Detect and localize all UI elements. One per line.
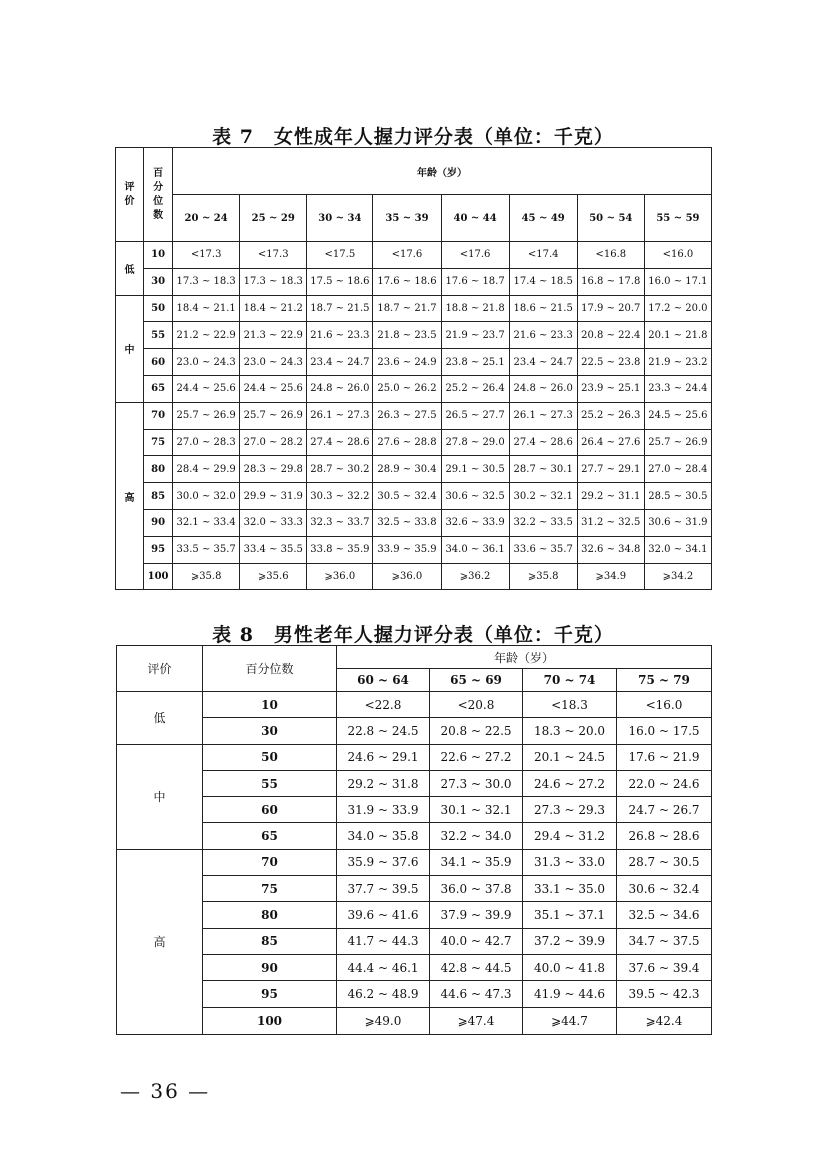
value-cell: 25.7 ~ 26.9 [173,402,240,429]
value-cell: 29.2 ~ 31.8 [337,770,430,796]
value-cell: <20.8 [430,692,523,718]
value-cell: 32.6 ~ 34.8 [577,536,644,563]
value-cell: 27.3 ~ 30.0 [430,770,523,796]
table8-title: 表 8 男性老年人握力评分表（单位：千克） [212,624,614,646]
value-cell: ⩾35.8 [173,563,240,590]
age-group-header: 40 ~ 44 [441,195,509,242]
table-row [116,456,712,483]
header-row [117,646,712,669]
value-cell: 28.7 ~ 30.1 [509,456,577,483]
rating-label: 低 [116,242,144,296]
age-group-header: 75 ~ 79 [617,669,712,692]
percentile-cell: 65 [144,375,173,402]
value-cell: 28.7 ~ 30.2 [307,456,373,483]
value-cell: 20.8 ~ 22.5 [430,718,523,744]
value-cell: <17.3 [240,242,307,269]
value-cell: 18.3 ~ 20.0 [523,718,617,744]
value-cell: 35.9 ~ 37.6 [337,849,430,875]
value-cell: 21.9 ~ 23.7 [441,322,509,349]
percentile-cell: 80 [203,902,337,928]
value-cell: 34.0 ~ 35.8 [337,823,430,849]
value-cell: 32.2 ~ 33.5 [509,509,577,536]
value-cell: 26.8 ~ 28.6 [617,823,712,849]
value-cell: 23.3 ~ 24.4 [644,375,711,402]
value-cell: 29.2 ~ 31.1 [577,483,644,510]
table-row [116,563,712,590]
value-cell: 39.6 ~ 41.6 [337,902,430,928]
percentile-cell: 100 [144,563,173,590]
percentile-cell: 55 [144,322,173,349]
rating-header [116,148,144,242]
value-cell: 27.0 ~ 28.3 [173,429,240,456]
value-cell: 21.6 ~ 23.3 [509,322,577,349]
percentile-cell: 50 [203,744,337,770]
value-cell: 18.4 ~ 21.1 [173,295,240,322]
rating-label: 低 [117,692,203,745]
value-cell: 28.7 ~ 30.5 [617,849,712,875]
percentile-header-char: 分 [153,181,164,193]
age-group-header: 50 ~ 54 [577,195,644,242]
value-cell: <17.5 [307,242,373,269]
value-cell: 30.2 ~ 32.1 [509,483,577,510]
value-cell: 37.7 ~ 39.5 [337,876,430,902]
table-row [116,483,712,510]
value-cell: 22.0 ~ 24.6 [617,770,712,796]
value-cell: 23.0 ~ 24.3 [240,349,307,376]
value-cell: 32.0 ~ 34.1 [644,536,711,563]
value-cell: 26.5 ~ 27.7 [441,402,509,429]
value-cell: 30.6 ~ 31.9 [644,509,711,536]
table-row [117,797,712,823]
value-cell: 20.1 ~ 24.5 [523,744,617,770]
value-cell: 18.7 ~ 21.7 [373,295,441,322]
value-cell: 30.5 ~ 32.4 [373,483,441,510]
value-cell: 34.1 ~ 35.9 [430,849,523,875]
rating-label: 中 [117,744,203,849]
value-cell: 23.4 ~ 24.7 [509,349,577,376]
table-row [116,375,712,402]
value-cell: 24.4 ~ 25.6 [240,375,307,402]
value-cell: <18.3 [523,692,617,718]
value-cell: 27.7 ~ 29.1 [577,456,644,483]
value-cell: 20.1 ~ 21.8 [644,322,711,349]
value-cell: 28.3 ~ 29.8 [240,456,307,483]
table-row [117,928,712,954]
value-cell: <17.4 [509,242,577,269]
value-cell: 21.8 ~ 23.5 [373,322,441,349]
value-cell: 25.2 ~ 26.3 [577,402,644,429]
value-cell: 33.4 ~ 35.5 [240,536,307,563]
rating-label: 中 [116,295,144,402]
rating-label: 高 [116,402,144,590]
value-cell: 32.3 ~ 33.7 [307,509,373,536]
table-row [117,744,712,770]
value-cell: ⩾34.2 [644,563,711,590]
table-row [117,823,712,849]
value-cell: 24.8 ~ 26.0 [307,375,373,402]
value-cell: 22.5 ~ 23.8 [577,349,644,376]
value-cell: 31.2 ~ 32.5 [577,509,644,536]
value-cell: 21.6 ~ 23.3 [307,322,373,349]
value-cell: ⩾34.9 [577,563,644,590]
rating-label: 高 [117,849,203,1034]
value-cell: 16.8 ~ 17.8 [577,268,644,295]
percentile-cell: 100 [203,1007,337,1034]
value-cell: 23.9 ~ 25.1 [577,375,644,402]
table-row [117,902,712,928]
value-cell: <16.0 [644,242,711,269]
value-cell: 21.3 ~ 22.9 [240,322,307,349]
value-cell: 27.0 ~ 28.4 [644,456,711,483]
value-cell: 39.5 ~ 42.3 [617,981,712,1007]
value-cell: 35.1 ~ 37.1 [523,902,617,928]
value-cell: 27.4 ~ 28.6 [307,429,373,456]
value-cell: 46.2 ~ 48.9 [337,981,430,1007]
value-cell: 44.4 ~ 46.1 [337,954,430,980]
table-row [116,509,712,536]
value-cell: 17.6 ~ 18.6 [373,268,441,295]
value-cell: 33.1 ~ 35.0 [523,876,617,902]
value-cell: 18.7 ~ 21.5 [307,295,373,322]
value-cell: 17.2 ~ 20.0 [644,295,711,322]
percentile-cell: 90 [144,509,173,536]
age-header: 年龄（岁） [173,148,712,195]
age-group-header: 65 ~ 69 [430,669,523,692]
table-row [116,295,712,322]
value-cell: <17.3 [173,242,240,269]
value-cell: 27.3 ~ 29.3 [523,797,617,823]
value-cell: 22.6 ~ 27.2 [430,744,523,770]
percentile-cell: 90 [203,954,337,980]
page-number: — 36 — [120,1079,211,1103]
value-cell: 16.0 ~ 17.1 [644,268,711,295]
value-cell: 36.0 ~ 37.8 [430,876,523,902]
value-cell: 32.6 ~ 33.9 [441,509,509,536]
percentile-cell: 70 [144,402,173,429]
table-row [116,429,712,456]
percentile-cell: 60 [203,797,337,823]
value-cell: 24.6 ~ 27.2 [523,770,617,796]
percentile-header-char: 数 [153,209,164,221]
value-cell: 24.8 ~ 26.0 [509,375,577,402]
percentile-cell: 60 [144,349,173,376]
table-row [117,876,712,902]
value-cell: <16.8 [577,242,644,269]
value-cell: 37.2 ~ 39.9 [523,928,617,954]
percentile-cell: 85 [203,928,337,954]
value-cell: 24.6 ~ 29.1 [337,744,430,770]
table-row [117,849,712,875]
value-cell: 34.0 ~ 36.1 [441,536,509,563]
percentile-cell: 95 [203,981,337,1007]
value-cell: <17.6 [441,242,509,269]
table-row [117,981,712,1007]
age-group-header: 60 ~ 64 [337,669,430,692]
value-cell: 26.4 ~ 27.6 [577,429,644,456]
value-cell: 20.8 ~ 22.4 [577,322,644,349]
value-cell: 17.9 ~ 20.7 [577,295,644,322]
table7-title: 表 7 女性成年人握力评分表（单位：千克） [212,126,614,148]
age-group-header: 35 ~ 39 [373,195,441,242]
value-cell: <17.6 [373,242,441,269]
value-cell: 23.8 ~ 25.1 [441,349,509,376]
percentile-header-char: 百 [153,167,164,179]
table-row [116,242,712,269]
value-cell: 30.6 ~ 32.5 [441,483,509,510]
value-cell: 32.0 ~ 33.3 [240,509,307,536]
age-group-header: 30 ~ 34 [307,195,373,242]
value-cell: 31.3 ~ 33.0 [523,849,617,875]
percentile-cell: 65 [203,823,337,849]
table-row [116,268,712,295]
value-cell: 18.8 ~ 21.8 [441,295,509,322]
value-cell: 33.9 ~ 35.9 [373,536,441,563]
value-cell: ⩾36.2 [441,563,509,590]
header-row [116,148,712,195]
value-cell: 16.0 ~ 17.5 [617,718,712,744]
value-cell: 25.7 ~ 26.9 [240,402,307,429]
age-group-header: 70 ~ 74 [523,669,617,692]
value-cell: 17.6 ~ 21.9 [617,744,712,770]
value-cell: 29.4 ~ 31.2 [523,823,617,849]
value-cell: 27.6 ~ 28.8 [373,429,441,456]
percentile-cell: 75 [203,876,337,902]
value-cell: 32.5 ~ 33.8 [373,509,441,536]
value-cell: 21.2 ~ 22.9 [173,322,240,349]
value-cell: 17.4 ~ 18.5 [509,268,577,295]
value-cell: 33.8 ~ 35.9 [307,536,373,563]
value-cell: 17.3 ~ 18.3 [173,268,240,295]
value-cell: 25.7 ~ 26.9 [644,429,711,456]
value-cell: 24.7 ~ 26.7 [617,797,712,823]
value-cell: 41.7 ~ 44.3 [337,928,430,954]
percentile-header-char: 位 [153,195,164,207]
value-cell: 23.6 ~ 24.9 [373,349,441,376]
age-group-header: 20 ~ 24 [173,195,240,242]
value-cell: 26.1 ~ 27.3 [509,402,577,429]
value-cell: 18.6 ~ 21.5 [509,295,577,322]
value-cell: 17.3 ~ 18.3 [240,268,307,295]
table-row [117,718,712,744]
percentile-cell: 10 [203,692,337,718]
value-cell: ⩾42.4 [617,1007,712,1034]
rating-header-char: 评 [124,181,135,193]
value-cell: 26.3 ~ 27.5 [373,402,441,429]
percentile-cell: 70 [203,849,337,875]
percentile-cell: 55 [203,770,337,796]
table-row [116,536,712,563]
percentile-cell: 10 [144,242,173,269]
table7-female-adult-grip [115,147,712,590]
value-cell: 17.5 ~ 18.6 [307,268,373,295]
value-cell: 25.0 ~ 26.2 [373,375,441,402]
value-cell: <16.0 [617,692,712,718]
value-cell: 24.5 ~ 25.6 [644,402,711,429]
percentile-header [144,148,173,242]
value-cell: ⩾44.7 [523,1007,617,1034]
value-cell: 29.9 ~ 31.9 [240,483,307,510]
age-group-row [116,195,712,242]
value-cell: 40.0 ~ 41.8 [523,954,617,980]
value-cell: 24.4 ~ 25.6 [173,375,240,402]
value-cell: 22.8 ~ 24.5 [337,718,430,744]
value-cell: 17.6 ~ 18.7 [441,268,509,295]
value-cell: ⩾35.6 [240,563,307,590]
value-cell: ⩾49.0 [337,1007,430,1034]
value-cell: 30.6 ~ 32.4 [617,876,712,902]
value-cell: ⩾36.0 [307,563,373,590]
percentile-cell: 50 [144,295,173,322]
percentile-cell: 75 [144,429,173,456]
value-cell: 25.2 ~ 26.4 [441,375,509,402]
value-cell: 32.5 ~ 34.6 [617,902,712,928]
value-cell: 26.1 ~ 27.3 [307,402,373,429]
value-cell: 23.4 ~ 24.7 [307,349,373,376]
age-group-header: 25 ~ 29 [240,195,307,242]
value-cell: 23.0 ~ 24.3 [173,349,240,376]
table-row [116,322,712,349]
value-cell: 37.9 ~ 39.9 [430,902,523,928]
value-cell: 28.4 ~ 29.9 [173,456,240,483]
value-cell: 44.6 ~ 47.3 [430,981,523,1007]
value-cell: 42.8 ~ 44.5 [430,954,523,980]
value-cell: 18.4 ~ 21.2 [240,295,307,322]
value-cell: 31.9 ~ 33.9 [337,797,430,823]
value-cell: 28.9 ~ 30.4 [373,456,441,483]
value-cell: 27.8 ~ 29.0 [441,429,509,456]
percentile-cell: 80 [144,456,173,483]
value-cell: 37.6 ~ 39.4 [617,954,712,980]
value-cell: 33.6 ~ 35.7 [509,536,577,563]
table-row [117,692,712,718]
value-cell: 30.0 ~ 32.0 [173,483,240,510]
value-cell: 30.1 ~ 32.1 [430,797,523,823]
percentile-header: 百分位数 [203,646,337,692]
percentile-cell: 30 [144,268,173,295]
value-cell: 34.7 ~ 37.5 [617,928,712,954]
value-cell: ⩾35.8 [509,563,577,590]
age-group-header: 55 ~ 59 [644,195,711,242]
table-row [117,1007,712,1034]
table-row [117,954,712,980]
value-cell: 40.0 ~ 42.7 [430,928,523,954]
percentile-cell: 95 [144,536,173,563]
value-cell: 29.1 ~ 30.5 [441,456,509,483]
value-cell: <22.8 [337,692,430,718]
rating-header-char: 价 [124,195,135,207]
table-row [117,770,712,796]
table8-male-elderly-grip [116,645,712,1035]
percentile-cell: 30 [203,718,337,744]
value-cell: ⩾47.4 [430,1007,523,1034]
value-cell: 41.9 ~ 44.6 [523,981,617,1007]
age-group-header: 45 ~ 49 [509,195,577,242]
percentile-cell: 85 [144,483,173,510]
value-cell: 33.5 ~ 35.7 [173,536,240,563]
table-row [116,402,712,429]
value-cell: 21.9 ~ 23.2 [644,349,711,376]
value-cell: 32.2 ~ 34.0 [430,823,523,849]
table-row [116,349,712,376]
rating-header: 评价 [117,646,203,692]
value-cell: 28.5 ~ 30.5 [644,483,711,510]
value-cell: 32.1 ~ 33.4 [173,509,240,536]
value-cell: 30.3 ~ 32.2 [307,483,373,510]
value-cell: 27.0 ~ 28.2 [240,429,307,456]
age-header: 年龄（岁） [337,646,712,669]
value-cell: 27.4 ~ 28.6 [509,429,577,456]
value-cell: ⩾36.0 [373,563,441,590]
